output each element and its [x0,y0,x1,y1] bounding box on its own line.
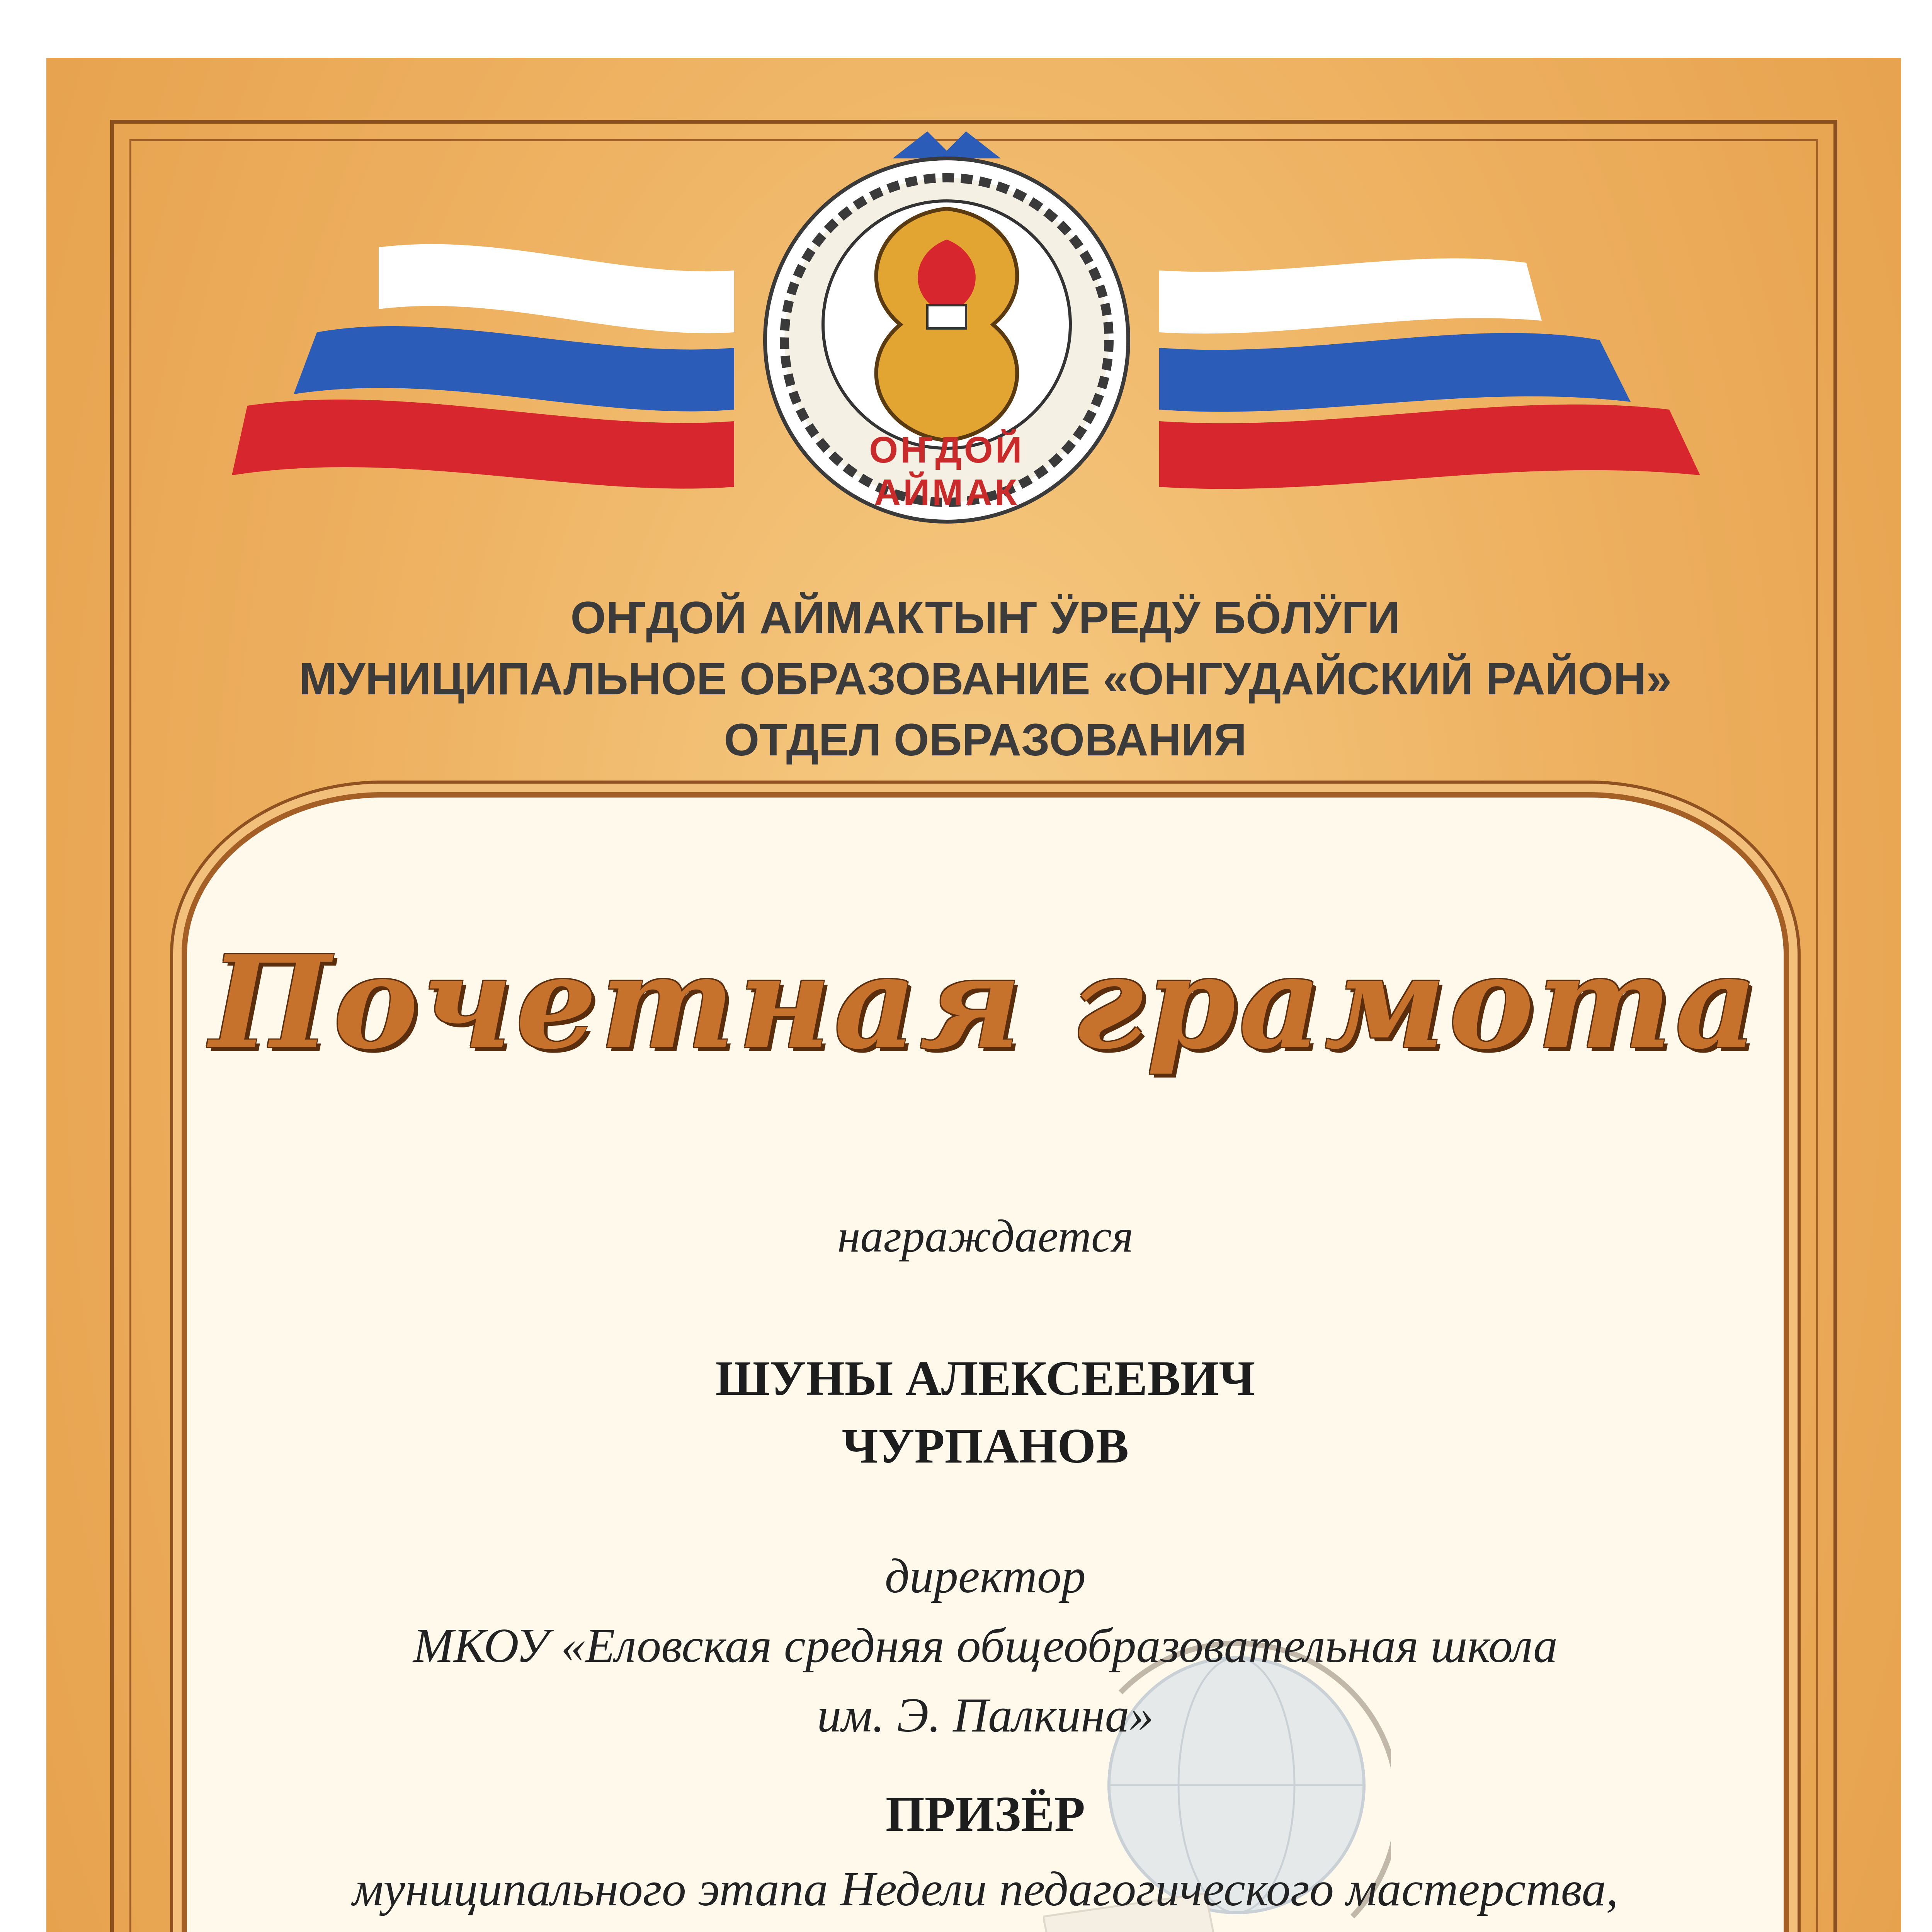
awarded-label: награждается [837,1210,1134,1262]
organization-line-2: им. Э. Палкина» [817,1689,1154,1742]
organization-line-1: МКОУ «Еловская средняя общеобразовательная школа [413,1619,1558,1673]
document-title: Почетная грамота [210,927,1761,1077]
header-line-1: ОҤДОЙ АЙМАКТЫҤ ӰРЕДӰ БӦЛӰГИ [570,592,1400,643]
prize-description [0,1855,1932,1932]
prize-line-1: муниципального этапа Недели педагогического мастерства, [352,1862,1618,1916]
emblem-name: ОҤДОЙ АЙМАК [869,429,1024,513]
recipient-role [0,1542,1932,1750]
issuer-header [0,587,1932,770]
header-line-3: ОТДЕЛ ОБРАЗОВАНИЯ [724,714,1247,765]
recipient-first-name: ШУНЫ АЛЕКСЕЕВИЧ [715,1351,1255,1406]
recipient-name [0,1345,1932,1480]
recipient-position: директор [885,1549,1086,1603]
prize-line-2 [0,1924,1932,1932]
recipient-last-name: ЧУРПАНОВ [842,1418,1129,1473]
prize-label: ПРИЗЁР [885,1786,1085,1842]
header-line-2: МУНИЦИПАЛЬНОЕ ОБРАЗОВАНИЕ «ОНГУДАЙСКИЙ РАЙОН» [299,653,1672,704]
